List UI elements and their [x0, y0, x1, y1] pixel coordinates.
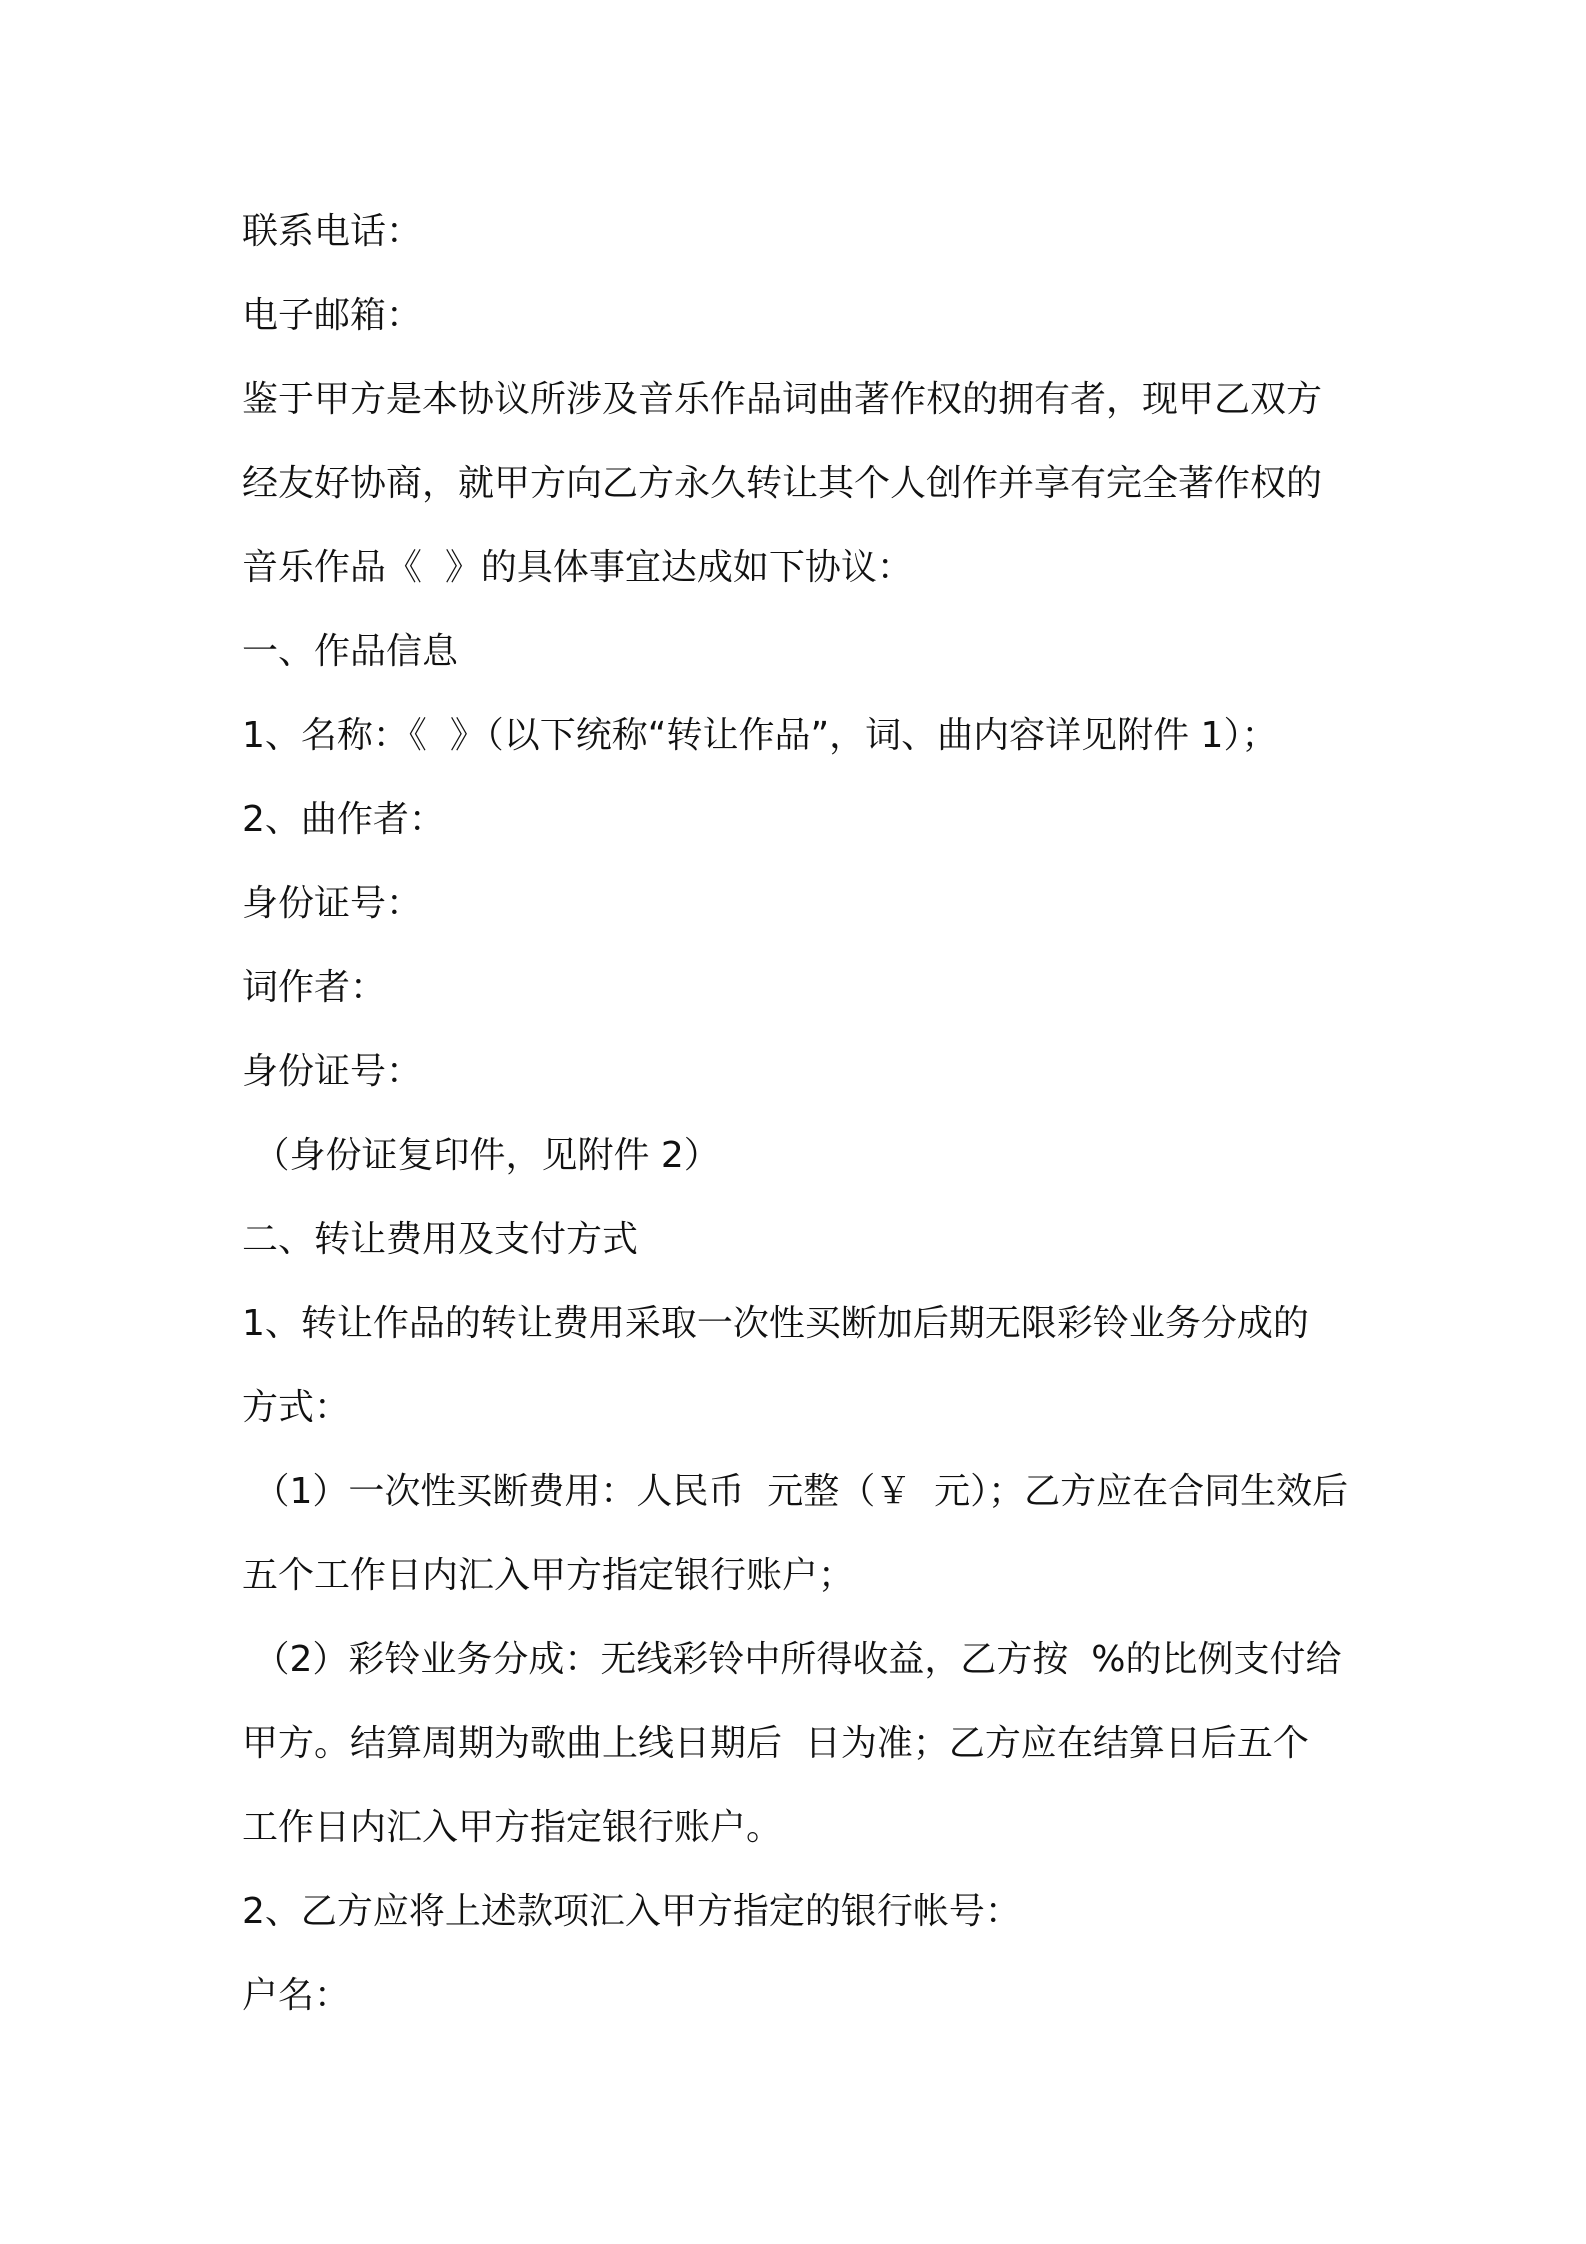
account-name-label: 户名：	[242, 1975, 351, 2016]
document-body	[242, 190, 1362, 2038]
preamble-line-2: 经友好协商，就甲方向乙方永久转让其个人创作并享有完全著作权的	[242, 463, 1323, 504]
section-heading-work-info: 一、作品信息	[242, 631, 459, 672]
buyout-fee-line-1: （1）一次性买断费用：人民币 元整（￥ 元）；乙方应在合同生效后	[242, 1471, 1349, 1512]
section-heading-fees: 二、转让费用及支付方式	[242, 1219, 639, 1260]
bank-account-clause: 2、乙方应将上述款项汇入甲方指定的银行帐号：	[242, 1891, 1021, 1932]
fee-clause-line-1: 1、转让作品的转让费用采取一次性买断加后期无限彩铃业务分成的	[242, 1303, 1309, 1344]
fee-clause-line-2: 方式：	[242, 1387, 351, 1428]
contact-phone-label: 联系电话：	[242, 211, 423, 252]
ringtone-share-line-1: （2）彩铃业务分成：无线彩铃中所得收益，乙方按 %的比例支付给	[242, 1639, 1342, 1680]
buyout-fee-line-2: 五个工作日内汇入甲方指定银行账户；	[242, 1555, 855, 1596]
composer-id-label: 身份证号：	[242, 883, 423, 924]
ringtone-share-line-3: 工作日内汇入甲方指定银行账户。	[242, 1807, 783, 1848]
id-copy-note: （身份证复印件，见附件 2）	[242, 1135, 720, 1176]
preamble-line-1: 鉴于甲方是本协议所涉及音乐作品词曲著作权的拥有者，现甲乙双方	[242, 379, 1323, 420]
lyricist-id-label: 身份证号：	[242, 1051, 423, 1092]
email-label: 电子邮箱：	[242, 295, 423, 336]
preamble-line-3: 音乐作品《 》的具体事宜达成如下协议：	[242, 547, 913, 588]
work-name-clause: 1、名称：《 》（以下统称“转让作品”，词、曲内容详见附件 1）；	[242, 715, 1278, 756]
lyricist-label: 词作者：	[242, 967, 387, 1008]
ringtone-share-line-2: 甲方。结算周期为歌曲上线日期后 日为准；乙方应在结算日后五个	[242, 1723, 1309, 1764]
composer-label: 2、曲作者：	[242, 799, 445, 840]
